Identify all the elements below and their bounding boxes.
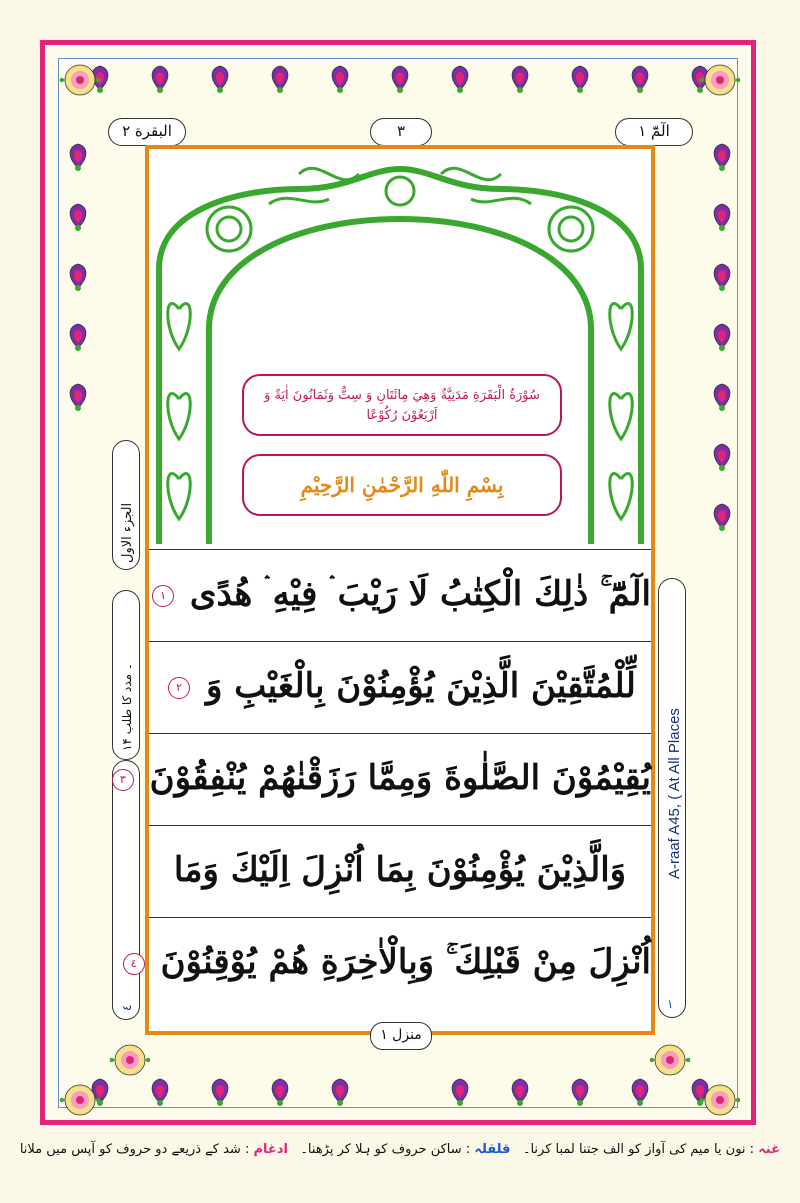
idgham-term: ادغام [253,1142,288,1157]
left-ref-label: ٤ [120,1004,134,1011]
verse-line [149,825,651,917]
verse-text: اُنْزِلَ مِنْ قَبْلِكَ ۚ وَبِالْاٰخِرَةِ هُمْ يُوْقِنُوْنَ [160,942,651,982]
left-note-label: ۱۴ ۔ مدد کا طلب [120,663,134,751]
verse-line [119,733,651,825]
manzil-badge: منزل ۱ [370,1022,432,1050]
left-juz-panel [112,440,140,570]
ayah-marker: ١ [152,585,174,607]
left-juz-label: الجزء الاول [120,502,135,563]
verse-text: يُقِيْمُوْنَ الصَّلٰوةَ وَمِمَّا رَزَقْنٰهُمْ يُنْفِقُوْنَ [149,758,651,798]
surah-info-cartouche: سُوْرَةُ الْبَقَرَةِ مَدَنِيَّةٌ وَهِيَ مِائَتَانِ وَ سِتٌّ وَثَمَانُونَ اٰيَةً وَ اَرْبَعُوْنَ رُكُوْعًا [242,374,562,436]
verse-line [130,917,651,1009]
ayah-marker: ٣ [112,769,134,791]
verse-text: وَالَّذِيْنَ يُؤْمِنُوْنَ بِمَا اُنْزِلَ اِلَيْكَ وَمَا [173,850,627,890]
qalqala-text: : ساکن حروف کو ہلا کر پڑھنا۔ [300,1142,471,1157]
ayah-marker: ٤ [123,953,145,975]
ayah-marker: ٢ [168,677,190,699]
right-reference-label: A-raaf A45, ( At All Places [666,708,683,879]
ghunna-term: غنہ [758,1142,780,1157]
ghunna-text: : نون یا میم کی آواز کو الف جتنا لمبا کرنا۔ [522,1142,755,1157]
idgham-text: : شد کے ذریعے دو حروف کو آپس میں ملانا [19,1142,250,1157]
bismillah-cartouche: بِسْمِ اللّٰهِ الرَّحْمٰنِ الرَّحِيْمِ [242,454,562,516]
verse-line [149,641,651,733]
tajweed-legend-footer [20,1135,780,1165]
right-reference-panel [658,578,686,1018]
page-number-cartouche: ۳ [370,118,432,146]
right-reference-marker: ١ [667,997,674,1011]
verse-text: الٓمّٓ ۚ ذٰلِكَ الْكِتٰبُ لَا رَيْبَ ۛ فِيْهِ ۛ هُدًى [189,574,651,614]
verse-line [149,549,651,641]
juz-name-cartouche: الٓمّٓ ۱ [615,118,693,146]
qalqala-term: قلقلہ [474,1142,511,1157]
verse-text: لِّلْمُتَّقِيْنَ الَّذِيْنَ يُؤْمِنُوْنَ بِالْغَيْبِ وَ [205,666,636,706]
surah-name-cartouche: البقرة ۲ [108,118,186,146]
